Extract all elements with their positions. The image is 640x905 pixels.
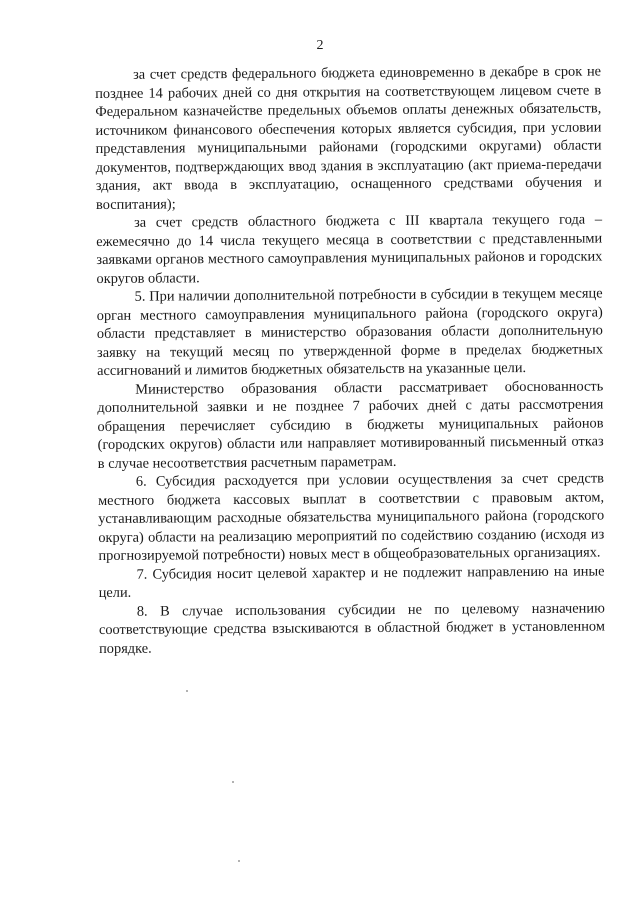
scan-speck — [186, 690, 188, 692]
paragraph-regional-budget: за счет средств областного бюджета с III квартала текущего года – ежемесячно до 14 числа текущего месяца в соответствии с представленными заявками органов местного самоуправления муниципальных районов и городских округов области. — [96, 211, 603, 287]
paragraph-ministry-review: Министерство образования области рассматривает обоснованность дополнительной заявки и не позднее 7 рабочих дней с даты рассмотрения обращения перечисляет субсидию в бюджеты муниципальных районов (городских округов) области или направляет мотивированный письменный отказ в случае несоответствия расчетным параметрам. — [97, 377, 604, 472]
paragraph-item-8: 8. В случае использования субсидии не по целевому назначению соответствующие средства взыскиваются в областной бюджет в установленном порядке. — [98, 599, 605, 657]
paragraph-federal-budget: за счет средств федерального бюджета единовременно в декабре в срок не позднее 14 рабочих дней со дня открытия на соответствующем лицевом счете в Федеральном казначействе предельных объемов оплаты денежных обязательств, источником финансового обеспечения которых является субсидия, при условии представления муниципальными районами (городскими округами) области документов, подтверждающих ввод здания в эксплуатацию (акт приема-передачи здания, акт ввода в эксплуатацию, оснащенного средствами обучения и воспитания); — [95, 63, 602, 213]
paragraph-item-6: 6. Субсидия расходуется при условии осуществления за счет средств местного бюджета кассовых выплат в соответствии с правовым актом, устанавливающим расходные обязательства муниципального района (городского округа) области на реализацию мероприятий по содействию созданию (исходя из прогнозируемой потребности) новых мест в общеобразовательных организациях. — [97, 470, 605, 564]
page-number: 2 — [316, 38, 324, 53]
scan-speck — [238, 860, 240, 862]
document-body — [95, 62, 605, 658]
scan-speck — [232, 781, 234, 783]
paragraph-item-5: 5. При наличии дополнительной потребности в субсидии в текущем месяце орган местного самоуправления муниципального района (городского округа) области представляет в министерство образования области дополнительную заявку на текущий месяц по утвержденной форме в пределах бюджетных ассигнований и лимитов бюджетных обязательств на указанные цели. — [96, 285, 604, 379]
paragraph-item-7: 7. Субсидия носит целевой характер и не подлежит направлению на иные цели. — [98, 562, 605, 601]
